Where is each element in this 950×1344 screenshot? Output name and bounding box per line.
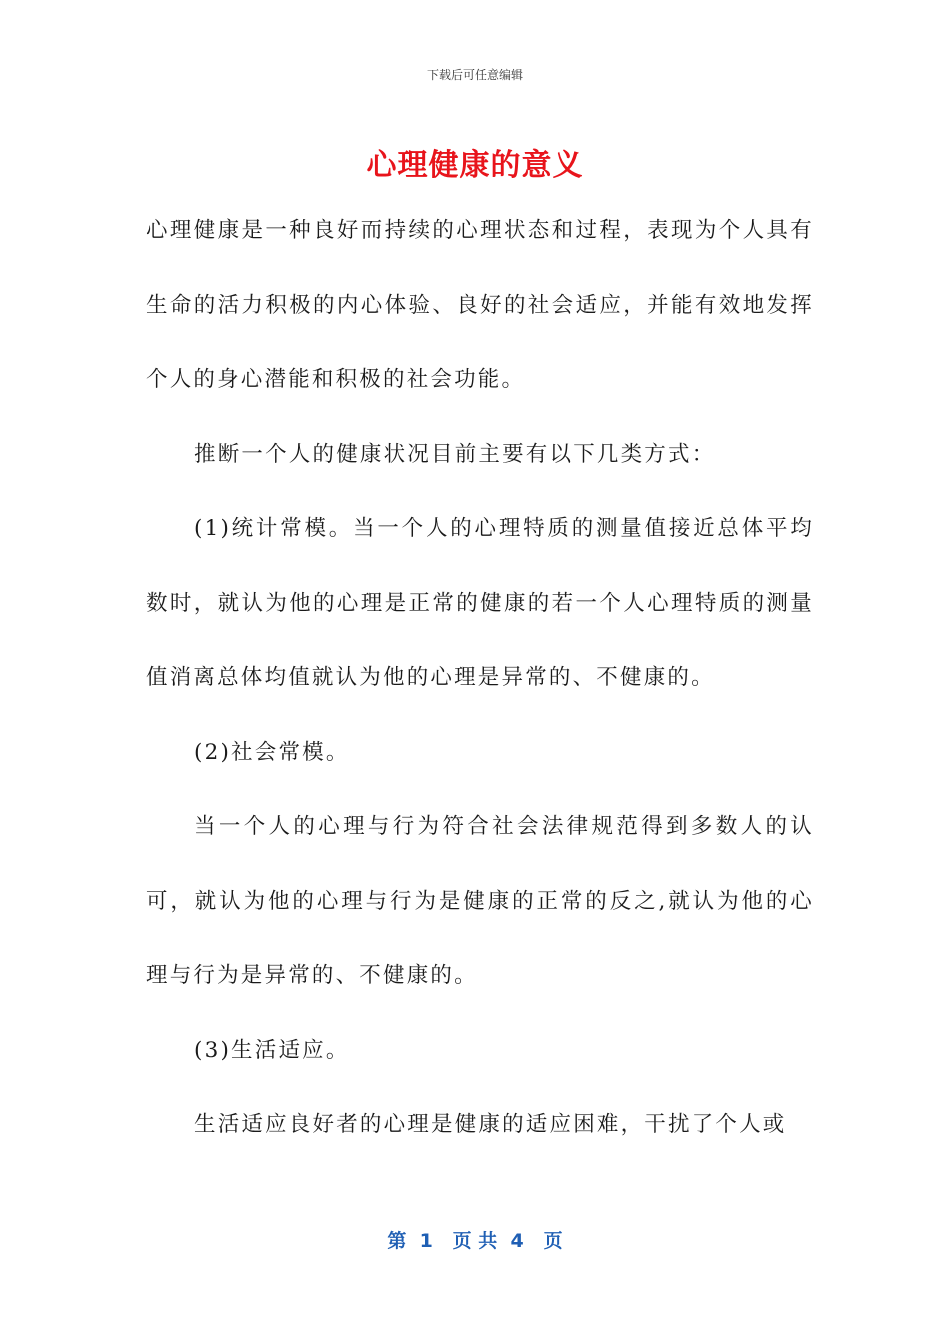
paragraph-life-adaptation: 生活适应良好者的心理是健康的适应困难，干扰了个人或 bbox=[194, 1112, 787, 1137]
paragraph-social-norm-heading: (2)社会常模。 bbox=[194, 739, 350, 765]
document-body bbox=[146, 194, 814, 1163]
header-note: 下载后可任意编辑 bbox=[426, 68, 523, 82]
page-number-footer: 第 1 页 共 4 页 bbox=[387, 1230, 563, 1252]
paragraph-methods-intro: 推断一个人的健康状况目前主要有以下几类方式： bbox=[194, 441, 716, 467]
paragraph-statistical-norm: (1)统计常模。当一个人的心理特质的测量值接近总体平均数时，就认为他的心理是正常的健康的若一个人心理特质的测量值消离总体均值就认为他的心理是异常的、不健康的。 bbox=[146, 516, 814, 690]
paragraph-definition: 心理健康是一种良好而持续的心理状态和过程，表现为个人具有生命的活力积极的内心体验、良好的社会适应，并能有效地发挥个人的身心潜能和积极的社会功能。 bbox=[146, 218, 814, 392]
document-title: 心理健康的意义 bbox=[366, 148, 584, 183]
paragraph-life-adaptation-heading: (3)生活适应。 bbox=[194, 1037, 350, 1063]
paragraph-social-norm: 当一个人的心理与行为符合社会法律规范得到多数人的认可，就认为他的心理与行为是健康的正常的反之,就认为他的心理与行为是异常的、不健康的。 bbox=[146, 814, 814, 988]
